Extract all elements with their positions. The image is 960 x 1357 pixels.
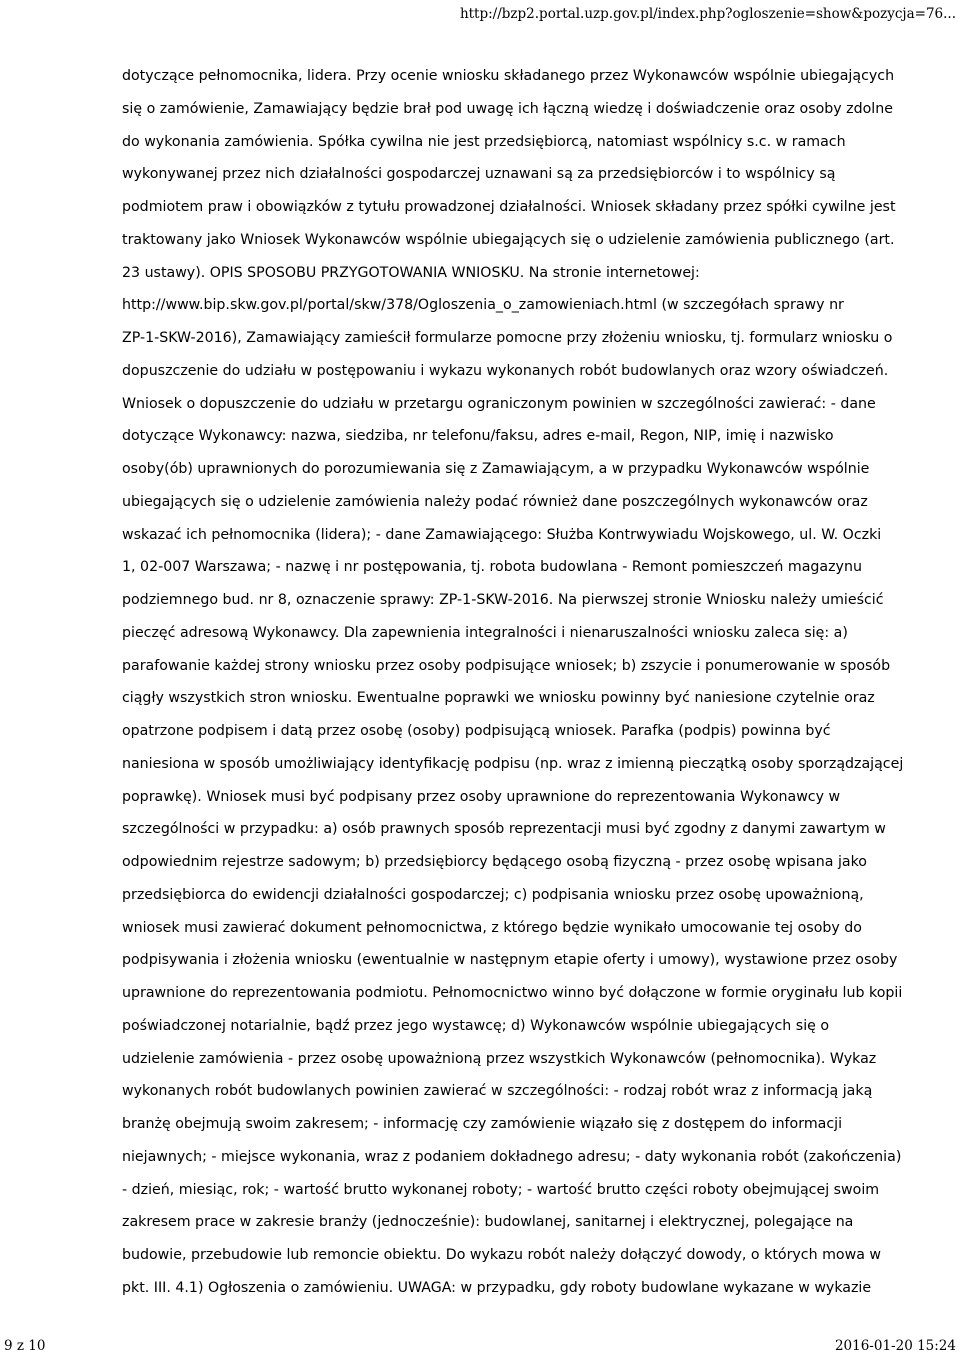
- body-text-line: branżę obejmują swoim zakresem; - informację czy zamówienie wiązało się z dostępem do informacji: [122, 1116, 843, 1132]
- body-text-line: wskazać ich pełnomocnika (lidera); - dane Zamawiającego: Służba Kontrwywiadu Wojskowego, ul. W. Oczki: [122, 526, 882, 543]
- body-text-line: ciągły wszystkich stron wniosku. Ewentualne poprawki we wniosku powinny być naniesione czytelnie oraz: [122, 690, 875, 707]
- body-text-line: osoby(ób) uprawnionych do porozumiewania się z Zamawiającym, a w przypadku Wykonawców wspólnie: [122, 461, 870, 477]
- body-text-line: szczególności w przypadku: a) osób prawnych sposób reprezentacji musi być zgodny z danymi zawartym w: [122, 821, 886, 838]
- body-text-line: wniosek musi zawierać dokument pełnomocnictwa, z którego będzie wynikało umocowanie tej osoby do: [122, 919, 862, 936]
- body-text-line: - dzień, miesiąc, rok; - wartość brutto wykonanej roboty; - wartość brutto części roboty obejmującej swoim: [122, 1181, 880, 1198]
- body-text-line: podmiotem praw i obowiązków z tytułu prowadzonej działalności. Wniosek składany przez spółki cywilne jest: [122, 199, 896, 215]
- body-text-line: uprawnione do reprezentowania podmiotu. Pełnomocnictwo winno być dołączone w formie oryginału lub kopii: [122, 985, 903, 1001]
- body-text-line: do wykonania zamówienia. Spółka cywilna nie jest przedsiębiorcą, natomiast wspólnicy s.c. w ramach: [122, 133, 846, 150]
- body-text-line: budowie, przebudowie lub remoncie obiektu. Do wykazu robót należy dołączyć dowody, o których mowa w: [122, 1247, 882, 1263]
- document-body: [122, 60, 902, 1305]
- print-timestamp: 2016-01-20 15:24: [834, 1338, 956, 1354]
- body-text-line: poprawkę). Wniosek musi być podpisany przez osoby uprawnione do reprezentowania Wykonawcy w: [122, 788, 841, 805]
- body-text-line: poświadczonej notarialnie, bądź przez jego wystawcę; d) Wykonawców wspólnie ubiegających się o: [122, 1017, 830, 1034]
- body-text-line: traktowany jako Wniosek Wykonawców wspólnie ubiegających się o udzielenie zamówienia publicznego (art.: [122, 231, 895, 248]
- body-text-line: dotyczące Wykonawcy: nazwa, siedziba, nr telefonu/faksu, adres e-mail, Regon, NIP, imię i nazwisko: [122, 428, 834, 445]
- body-text-line: naniesiona w sposób umożliwiający identyfikację podpisu (np. wraz z imienną pieczątką osoby sporządzającej: [122, 755, 904, 772]
- body-text-line: się o zamówienie, Zamawiający będzie brał pod uwagę ich łączną wiedzę i doświadczenie oraz osoby zdolne: [122, 100, 893, 117]
- body-text-line: niejawnych; - miejsce wykonania, wraz z podaniem dokładnego adresu; - daty wykonania robót (zakończenia): [122, 1148, 902, 1165]
- body-text-line: dopuszczenie do udziału w postępowaniu i wykazu wykonanych robót budowlanych oraz wzory oświadczeń.: [122, 362, 889, 379]
- body-text-line: udzielenie zamówienia - przez osobę upoważnioną przez wszystkich Wykonawców (pełnomocnika). Wykaz: [122, 1050, 877, 1067]
- body-text-line: przedsiębiorca do ewidencji działalności gospodarczej; c) podpisania wniosku przez osobę upoważnioną,: [122, 886, 864, 903]
- body-text-line: parafowanie każdej strony wniosku przez osoby podpisujące wniosek; b) zszycie i ponumerowanie w sposób: [122, 657, 891, 674]
- page-number: 9 z 10: [4, 1338, 46, 1354]
- body-text-line: opatrzone podpisem i datą przez osobę (osoby) podpisującą wniosek. Parafka (podpis) powinna być: [122, 723, 831, 739]
- body-text-line: zakresem prace w zakresie branży (jednocześnie): budowlanej, sanitarnej i elektrycznej, polegające na: [122, 1214, 854, 1231]
- body-text-line: dotyczące pełnomocnika, lidera. Przy ocenie wniosku składanego przez Wykonawców wspólnie ubiegających: [122, 68, 895, 84]
- body-text-line: wykonanych robót budowlanych powinien zawierać w szczególności: - rodzaj robót wraz z informacją jaką: [122, 1083, 873, 1100]
- body-text-line: odpowiednim rejestrze sadowym; b) przedsiębiorcy będącego osobą fizyczną - przez osobę wpisana jako: [122, 854, 867, 870]
- body-text-line: pkt. III. 4.1) Ogłoszenia o zamówieniu. UWAGA: w przypadku, gdy roboty budowlane wykazane w wykazie: [122, 1279, 872, 1296]
- page-url: http://bzp2.portal.uzp.gov.pl/index.php?ogloszenie=show&pozycja=76...: [459, 6, 956, 22]
- body-text-line: http://www.bip.skw.gov.pl/portal/skw/378/Ogloszenia_o_zamowieniach.html (w szczegółach sprawy nr: [122, 297, 844, 314]
- body-text-line: ubiegających się o udzielenie zamówienia należy podać również dane poszczególnych wykonawców oraz: [122, 493, 868, 510]
- body-text-line: ZP-1-SKW-2016), Zamawiający zamieścił formularze pomocne przy złożeniu wniosku, tj. formularz wniosku o: [122, 330, 893, 346]
- body-text-line: pieczęć adresową Wykonawcy. Dla zapewnienia integralności i nienaruszalności wniosku zaleca się: a): [122, 624, 848, 641]
- body-text-line: 1, 02-007 Warszawa; - nazwę i nr postępowania, tj. robota budowlana - Remont pomieszczeń magazynu: [122, 559, 862, 576]
- body-text-line: 23 ustawy). OPIS SPOSOBU PRZYGOTOWANIA WNIOSKU. Na stronie internetowej:: [122, 264, 700, 281]
- body-text-line: podpisywania i złożenia wniosku (ewentualnie w następnym etapie oferty i umowy), wystawione przez osoby: [122, 952, 898, 969]
- body-text-line: podziemnego bud. nr 8, oznaczenie sprawy: ZP-1-SKW-2016. Na pierwszej stronie Wniosku należy umieścić: [122, 592, 884, 608]
- body-text-line: Wniosek o dopuszczenie do udziału w przetargu ograniczonym powinien w szczególności zawierać: - dane: [122, 395, 876, 412]
- body-text-line: wykonywanej przez nich działalności gospodarczej uznawani są za przedsiębiorców i to wspólnicy są: [122, 166, 836, 183]
